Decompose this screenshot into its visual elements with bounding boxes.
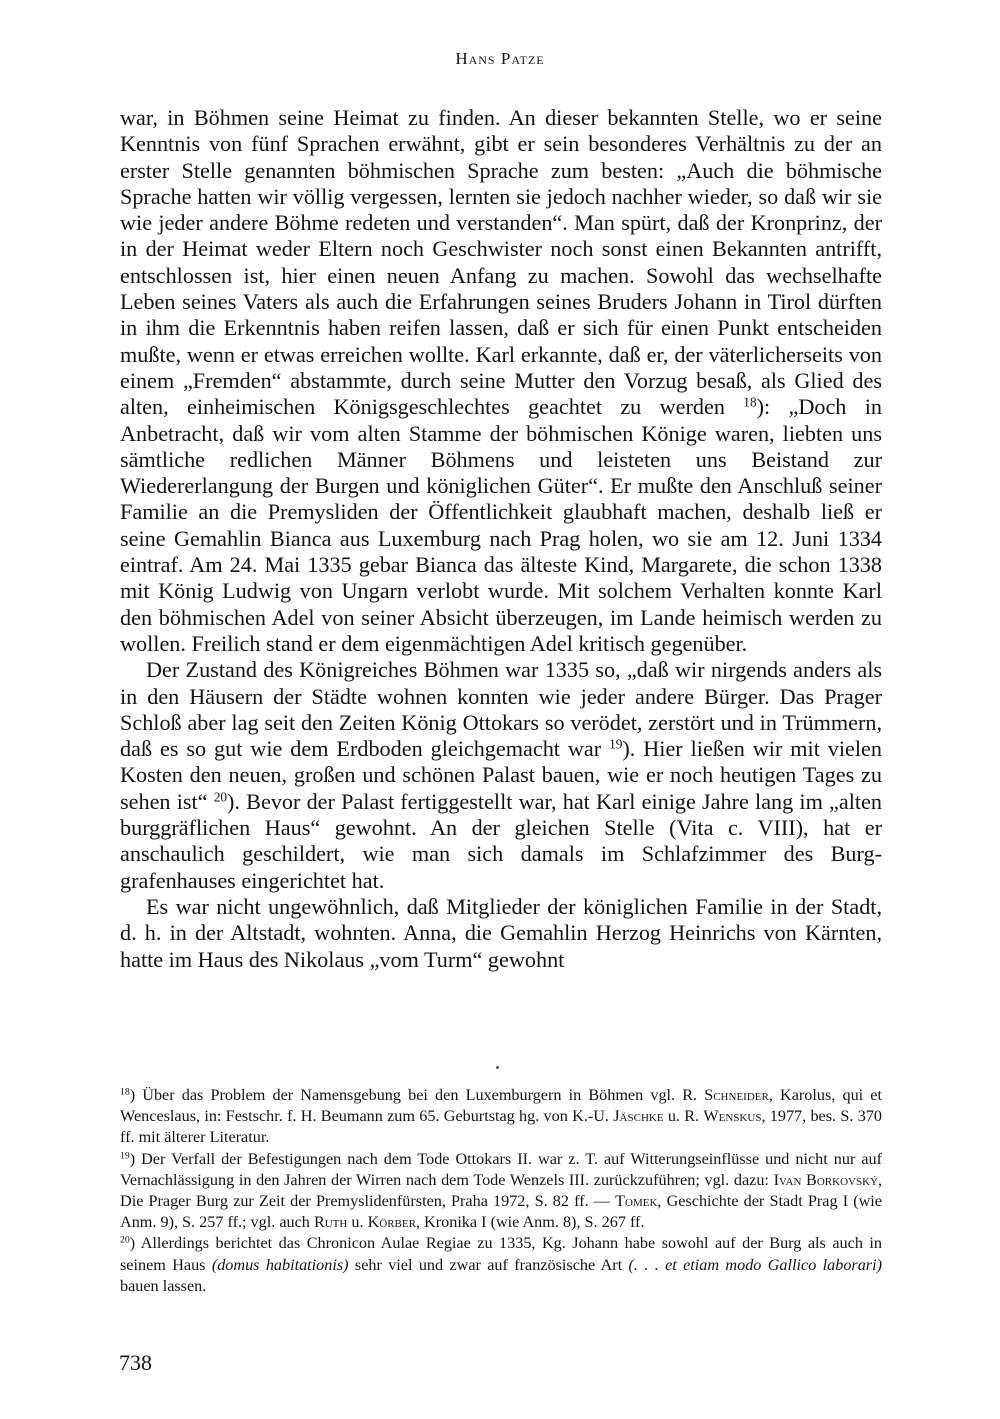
author-name: Körber [367,1213,416,1232]
author-name: Ivan Borkovský [773,1170,878,1189]
paragraph [120,894,882,973]
footnote-text: ) Über das Problem der Namensgebung bei den Luxemburgern in Böhmen vgl. R. [129,1086,705,1104]
footnotes [120,1085,882,1297]
footnote-text: , Geschichte der Stadt Prag I (wie Anm. 9), S. 257 ff.; vgl. auch [120,1192,882,1232]
paragraph [120,657,882,894]
footnote-ref-20: 20 [213,789,228,805]
author-name: Jäschke [613,1107,664,1126]
footnote-text: sehr viel und zwar auf französische Art [348,1255,629,1274]
footnote-19 [120,1149,882,1234]
running-head: Hans Patze [455,49,545,68]
footnote-text: u. R. [663,1107,704,1126]
text-run: Der Zustand des Königreiches Böhmen war 1335 so, „daß wir nirgends anders als in den Häusern der Städte wohnen konnten wie jeder andere Bürger. Das Prager Schloß aber lag seit den Zeiten König Ottokars so verödet, zerstört und in Trümmern, daß es so gut wie dem Erdboden gleichgemacht war [120,657,882,762]
footnote-text: u. [347,1213,368,1232]
author-name: Ruth [313,1213,348,1232]
footnote-text: ) Allerdings berichtet das Chronicon Aulae Regiae zu 1335, Kg. Johann habe sowohl auf der Burg als auch in seinem Haus [120,1234,882,1274]
text-run: ). Hier ließen wir mit vielen Kosten den neuen, großen und schönen Palast bauen, wie er noch heutigen Tages zu sehen ist“ [120,736,883,814]
footnote-text: ) Der Verfall der Befestigungen nach dem Tode Ottokars II. war z. T. auf Witterungseinflüsse und nicht nur auf Vernachlässigung in den Jahren der Wirren nach dem Tode Wenzels III. zurückzuführen; vgl. dazu: [120,1149,882,1189]
footnote-number: 18 [120,1086,130,1098]
text-run: ): „Doch in Anbetracht, daß wir vom alten Stamme der böhmischen Könige waren, liebten uns sämtliche redlichen Männer Böhmens und leisteten uns Beistand zur Wiedererlangung der Burgen und königlichen Güter“. Er mußte den Anschluß seiner Familie an die Premysliden der Öffentlichkeit glaubhaft machen, deshalb ließ er seine Gemahlin Bianca aus Luxemburg nach Prag holen, wo sie am 12. Juni 1334 eintraf. Am 24. Mai 1335 gebar Bianca das älteste Kind, Margarete, die schon 1338 mit König Ludwig von Ungarn verlobt wurde. Mit solchem Verhalten konnte Karl den böhmischen Adel von seiner Absicht überzeugen, im Lande heimisch werden zu wollen. Freilich stand er dem eigenmächtigen Adel kritisch gegenüber. [120,394,883,656]
footnote-number: 20 [120,1235,130,1247]
footnote-text: , Karolus, qui et Wenceslaus, in: Festschr. f. H. Beumann zum 65. Geburtstag hg. von K.-U. [120,1086,882,1126]
main-text [120,105,882,973]
footnote-text: , 1977, bes. S. 370 ff. mit älterer Literatur. [120,1107,882,1147]
text-run: war, in Böhmen seine Heimat zu finden. An dieser bekannten Stelle, wo er seine Kenntnis von fünf Sprachen erwähnt, gibt er sein besonderes Verhältnis zu der an erster Stelle genannten böhmischen Sprache zum besten: „Auch die böhmische Sprache hatten wir völlig vergessen, lernten sie jedoch nachher wieder, so daß wir sie wie jeder andere Böhme redeten und verstanden“. Man spürt, daß der Kronprinz, der in der Heimat weder Eltern noch Geschwister noch sonst einen Bekannten antrifft, entschlossen ist, hier einen neuen Anfang zu machen. Sowohl das wechselhafte Leben seines Vaters als auch die Erfahrungen seines Bruders Johann in Tirol dürften in ihm die Erkenntnis haben reifen lassen, daß er sich für einen Punkt entscheiden mußte, wenn er etwas erreichen wollte. Karl erkannte, daß er, der väterlicherseits von einem „Fremden“ abstammte, durch seine Mutter den Vorzug besaß, als Glied des alten, einheimischen Königsgeschlechtes geachtet zu werden [120,105,882,420]
text-run: Es war nicht ungewöhnlich, daß Mitglieder der königlichen Familie in der Stadt, d. h. in der Altstadt, wohnten. Anna, die Gemahlin Herzog Heinrichs von Kärnten, hatte im Haus des Nikolaus „vom Turm“ gewohnt [120,893,882,972]
footnote-ref-19: 19 [609,736,623,752]
italic-quote: (domus habitationis) [211,1255,349,1274]
footnote-text: , Die Prager Burg zur Zeit der Premyslidenfürsten, Praha 1972, S. 82 ff. — [120,1170,883,1211]
footnote-text: bauen lassen. [120,1276,207,1295]
footnote-ref-18: 18 [743,394,757,410]
text-run: ). Bevor der Palast fertiggestellt war, hat Karl einige Jahre lang im „alten burggräflichen Haus“ gewohnt. An der gleichen Stelle (Vita c. VIII), hat er anschaulich geschildert, wie man sich damals im Schlafzimmer des Burggrafenhauses eingerichtet hat. [120,788,883,893]
footnote-20 [120,1233,882,1297]
author-name: Schneider [704,1086,769,1104]
footnote-18 [120,1085,882,1149]
author-name: Wenskus [703,1107,762,1126]
paragraph [120,105,882,657]
separator-dot [496,1066,499,1069]
page-number: 738 [119,1350,152,1375]
footnote-text: , Kronika I (wie Anm. 8), S. 267 ff. [415,1213,645,1232]
footnote-number: 19 [120,1150,130,1162]
italic-quote: (. . . et etiam modo Gallico laborari) [628,1255,882,1274]
author-name: Tomek [615,1192,658,1211]
